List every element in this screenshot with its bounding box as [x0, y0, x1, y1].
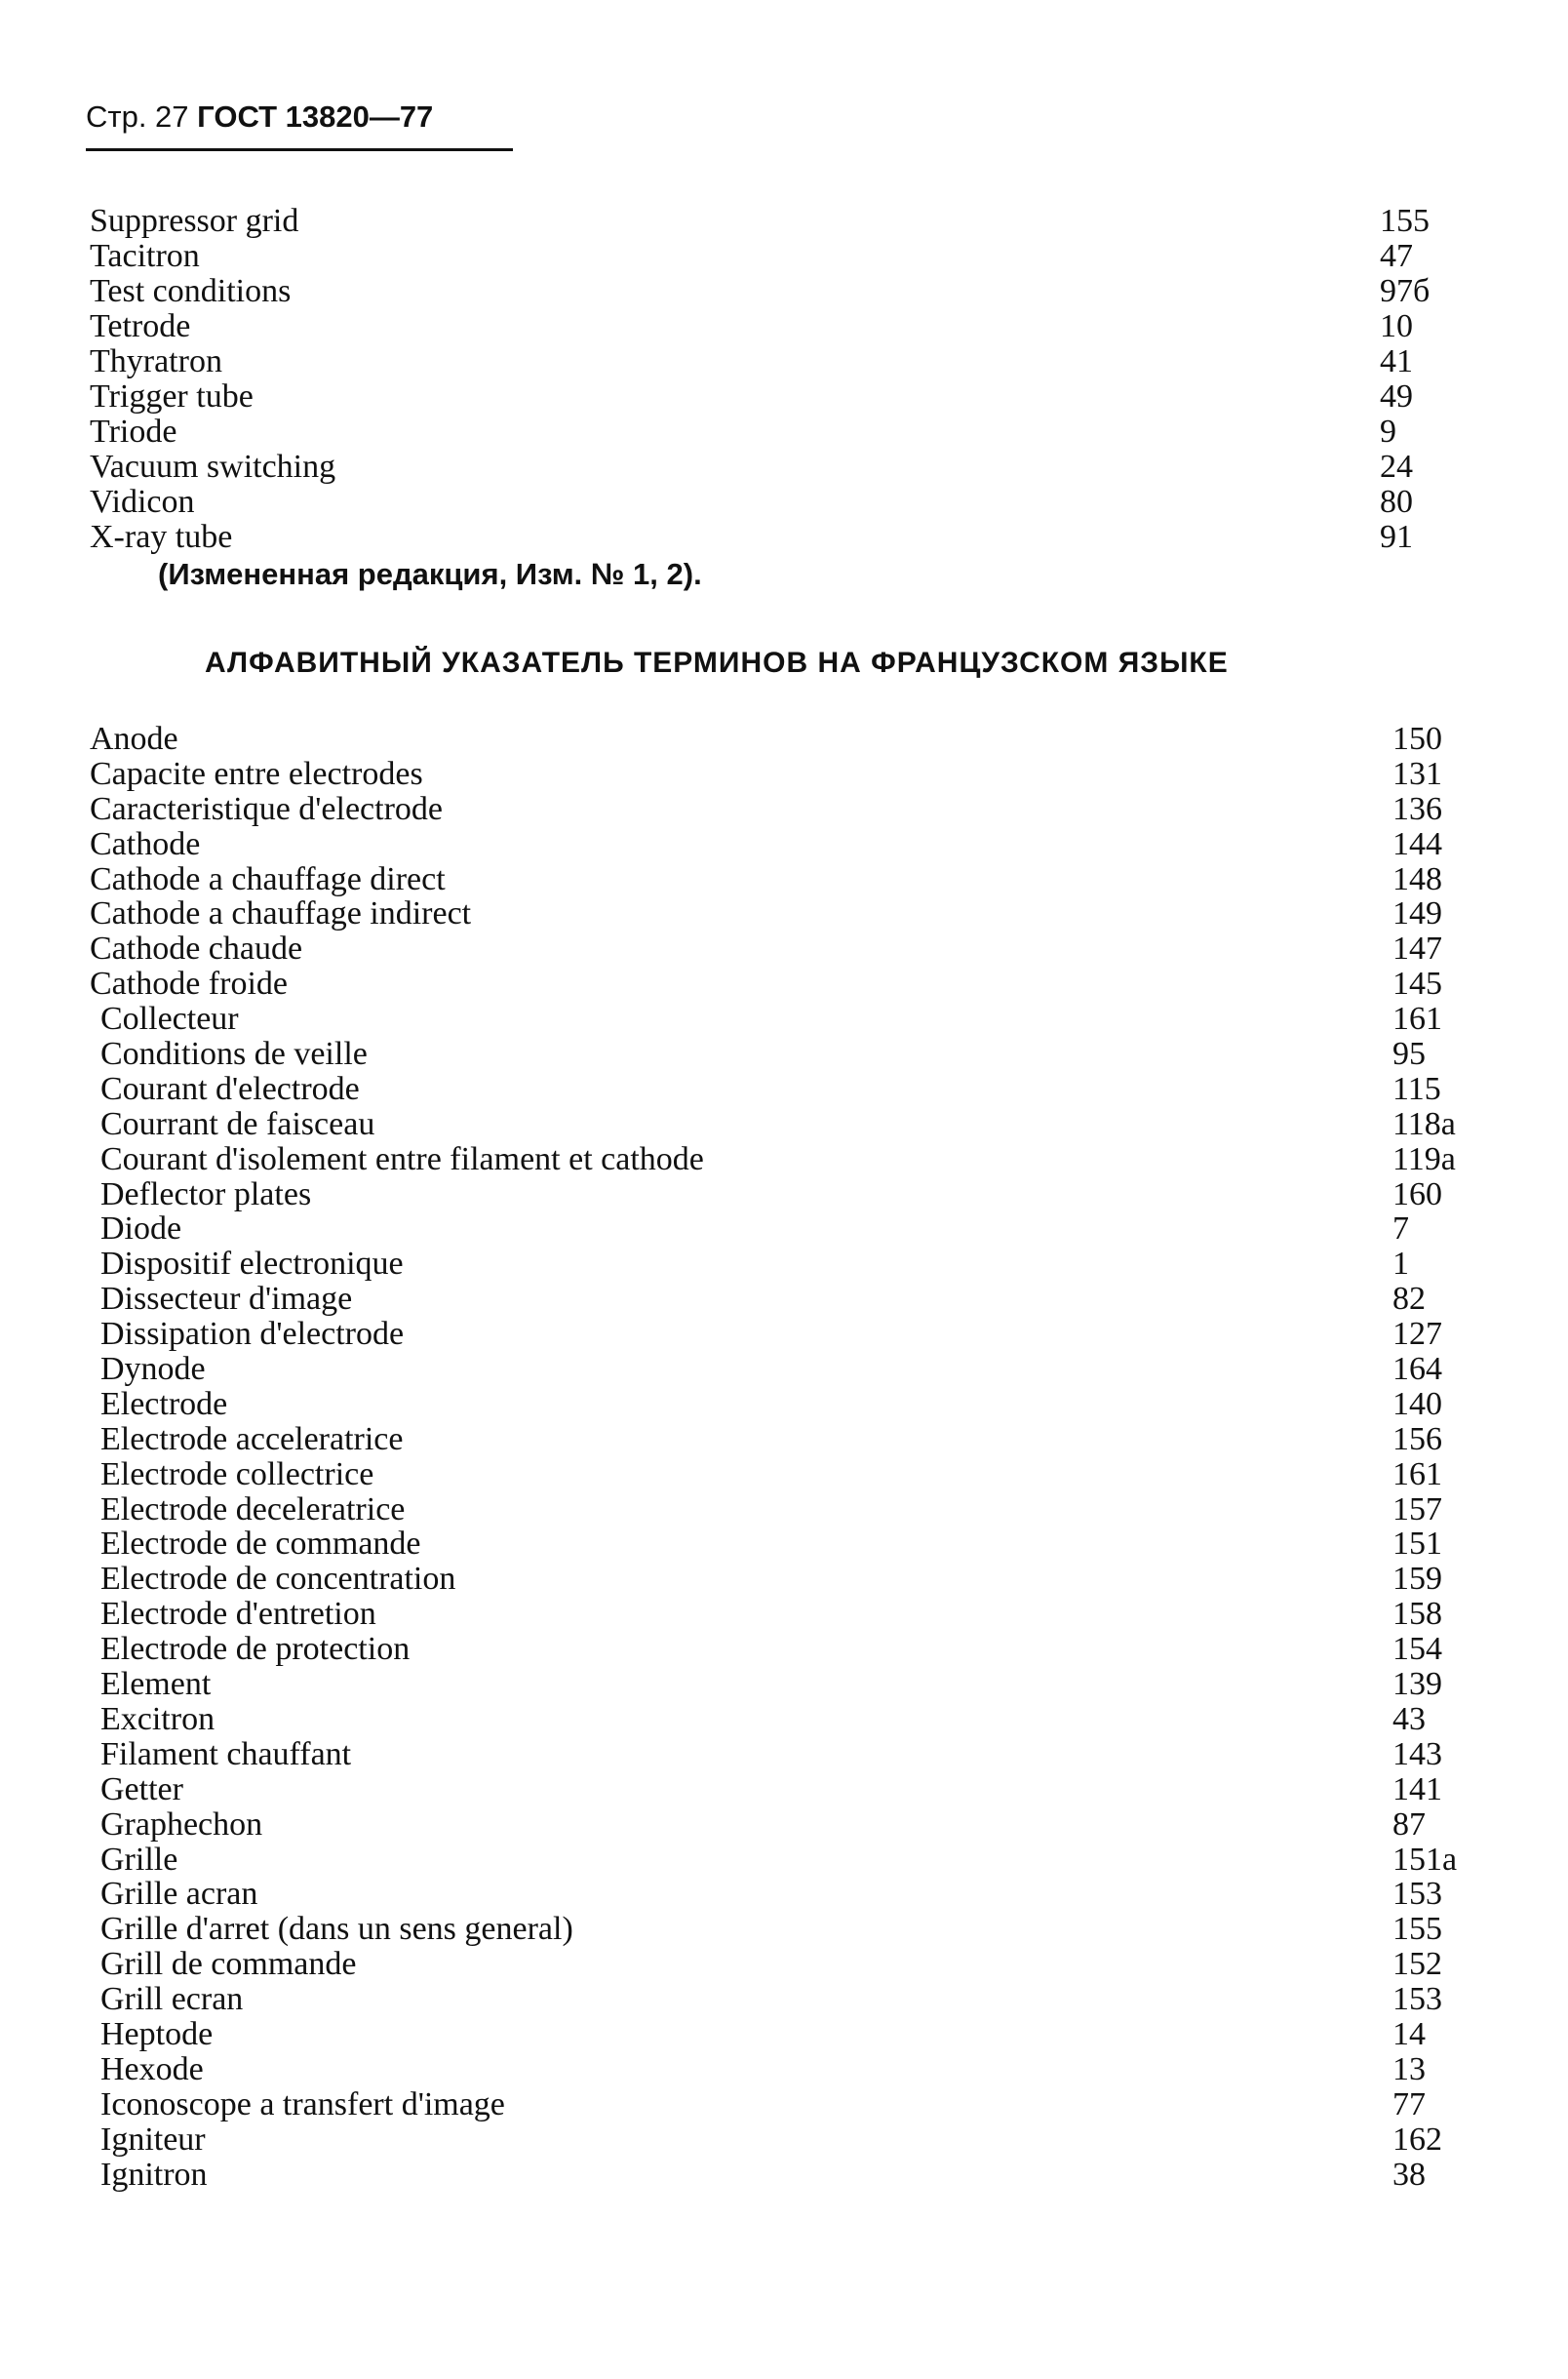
index-entry: [0, 1947, 1568, 1982]
term-label: Ignitron: [100, 2156, 208, 2193]
term-label: Caracteristique d'electrode: [90, 790, 443, 827]
index-entry: [0, 2158, 1568, 2193]
index-entry: [0, 274, 1568, 309]
index-entry: [0, 896, 1568, 932]
term-label: Conditions de veille: [100, 1036, 368, 1073]
term-label: Suppressor grid: [90, 203, 299, 239]
index-entry: [0, 344, 1568, 379]
term-number: 47: [1380, 238, 1413, 274]
term-number: 10: [1380, 308, 1413, 344]
term-number: 162: [1392, 2121, 1442, 2158]
index-entry: [0, 1982, 1568, 2017]
index-entry: [0, 1807, 1568, 1843]
index-entry: [0, 1002, 1568, 1037]
term-number: 151a: [1392, 1841, 1458, 1878]
index-entry: [0, 1352, 1568, 1387]
index-entry: [0, 1037, 1568, 1072]
term-number: 14: [1392, 2015, 1426, 2052]
index-entry: [0, 309, 1568, 344]
term-label: Tacitron: [90, 238, 200, 274]
term-number: 118a: [1392, 1105, 1456, 1142]
term-label: Grill ecran: [100, 1981, 244, 2018]
term-number: 13: [1392, 2050, 1426, 2087]
term-number: 155: [1380, 203, 1430, 239]
term-label: Element: [100, 1666, 212, 1703]
term-number: 150: [1392, 721, 1442, 757]
term-number: 155: [1392, 1911, 1442, 1948]
index-entry: [0, 757, 1568, 792]
index-entry: [0, 1142, 1568, 1177]
index-entry: [0, 1737, 1568, 1772]
term-number: 151: [1392, 1526, 1442, 1563]
term-label: Courant d'electrode: [100, 1070, 360, 1107]
index-entry: [0, 239, 1568, 274]
term-number: 131: [1392, 755, 1442, 792]
term-label: Vacuum switching: [90, 449, 336, 485]
term-number: 143: [1392, 1735, 1442, 1772]
index-entry: [0, 379, 1568, 415]
term-label: X-ray tube: [90, 519, 233, 555]
standard-code: ГОСТ 13820—77: [197, 99, 434, 134]
index-entry: [0, 2122, 1568, 2158]
english-term-index: [0, 204, 1568, 555]
index-entry: [0, 485, 1568, 520]
term-number: 9: [1380, 414, 1396, 450]
index-entry: [0, 967, 1568, 1002]
term-label: Triode: [90, 414, 177, 450]
term-label: Iconoscope a transfert d'image: [100, 2085, 505, 2122]
index-entry: [0, 1282, 1568, 1317]
revision-note: (Измененная редакция, Изм. № 1, 2).: [158, 557, 702, 591]
index-entry: [0, 1317, 1568, 1352]
term-number: 87: [1392, 1805, 1426, 1843]
index-entry: [0, 1107, 1568, 1142]
term-label: Hexode: [100, 2050, 204, 2087]
term-label: Electrode de concentration: [100, 1561, 456, 1598]
term-label: Electrode acceleratrice: [100, 1420, 404, 1457]
term-label: Electrode deceleratrice: [100, 1490, 406, 1527]
index-entry: [0, 1702, 1568, 1737]
term-label: Dispositif electronique: [100, 1246, 404, 1283]
term-label: Electrode d'entretion: [100, 1596, 376, 1633]
term-label: Dynode: [100, 1351, 206, 1388]
term-label: Electrode de protection: [100, 1631, 411, 1668]
term-number: 159: [1392, 1561, 1442, 1598]
index-entry: [0, 792, 1568, 827]
term-label: Deflector plates: [100, 1175, 312, 1212]
section-heading: АЛФАВИТНЫЙ УКАЗАТЕЛЬ ТЕРМИНОВ НА ФРАНЦУЗСКОМ ЯЗЫКЕ: [205, 647, 1229, 679]
index-entry: [0, 2017, 1568, 2052]
term-label: Dissecteur d'image: [100, 1281, 353, 1318]
term-label: Cathode a chauffage direct: [90, 860, 446, 897]
term-label: Cathode a chauffage indirect: [90, 895, 472, 932]
term-label: Graphechon: [100, 1805, 263, 1843]
term-number: 141: [1392, 1770, 1442, 1807]
term-number: 77: [1392, 2085, 1426, 2122]
term-label: Igniteur: [100, 2121, 206, 2158]
index-entry: [0, 1527, 1568, 1562]
index-entry: [0, 520, 1568, 555]
index-entry: [0, 1492, 1568, 1527]
index-entry: [0, 1387, 1568, 1422]
term-number: 145: [1392, 966, 1442, 1003]
term-number: 140: [1392, 1385, 1442, 1422]
index-entry: [0, 1912, 1568, 1947]
term-number: 24: [1380, 449, 1413, 485]
term-number: 115: [1392, 1070, 1441, 1107]
term-number: 80: [1380, 484, 1413, 520]
term-number: 149: [1392, 895, 1442, 932]
page-number: Стр. 27: [86, 99, 189, 134]
term-number: 95: [1392, 1036, 1426, 1073]
term-label: Capacite entre electrodes: [90, 755, 423, 792]
term-number: 152: [1392, 1946, 1442, 1983]
index-entry: [0, 1422, 1568, 1457]
term-number: 157: [1392, 1490, 1442, 1527]
index-entry: [0, 1597, 1568, 1632]
index-entry: [0, 2052, 1568, 2087]
index-entry: [0, 1843, 1568, 1878]
term-label: Diode: [100, 1210, 182, 1248]
term-number: 161: [1392, 1455, 1442, 1492]
term-label: Anode: [90, 721, 178, 757]
term-number: 144: [1392, 825, 1442, 862]
term-number: 82: [1392, 1281, 1426, 1318]
term-label: Tetrode: [90, 308, 191, 344]
term-label: Heptode: [100, 2015, 214, 2052]
term-number: 38: [1392, 2156, 1426, 2193]
page-header: [86, 98, 515, 137]
term-number: 43: [1392, 1700, 1426, 1737]
term-number: 164: [1392, 1351, 1442, 1388]
index-entry: [0, 1877, 1568, 1912]
term-number: 158: [1392, 1596, 1442, 1633]
term-label: Excitron: [100, 1700, 216, 1737]
term-number: 148: [1392, 860, 1442, 897]
index-entry: [0, 932, 1568, 967]
term-number: 127: [1392, 1316, 1442, 1353]
term-number: 160: [1392, 1175, 1442, 1212]
index-entry: [0, 1072, 1568, 1107]
term-label: Grille acran: [100, 1876, 258, 1913]
term-number: 156: [1392, 1420, 1442, 1457]
term-label: Test conditions: [90, 273, 292, 309]
index-entry: [0, 1177, 1568, 1212]
term-label: Trigger tube: [90, 378, 254, 415]
term-label: Grill de commande: [100, 1946, 357, 1983]
index-entry: [0, 1211, 1568, 1247]
term-label: Cathode: [90, 825, 201, 862]
term-label: Grille: [100, 1841, 178, 1878]
term-number: 153: [1392, 1981, 1442, 2018]
term-label: Electrode de commande: [100, 1526, 421, 1563]
term-label: Courant d'isolement entre filament et cathode: [100, 1140, 704, 1177]
index-entry: [0, 2087, 1568, 2122]
term-number: 49: [1380, 378, 1413, 415]
index-entry: [0, 1457, 1568, 1492]
term-label: Vidicon: [90, 484, 195, 520]
index-entry: [0, 722, 1568, 757]
index-entry: [0, 450, 1568, 485]
header-divider: [86, 148, 513, 151]
index-entry: [0, 204, 1568, 239]
term-number: 41: [1380, 343, 1413, 379]
term-label: Filament chauffant: [100, 1735, 352, 1772]
term-number: 7: [1392, 1210, 1409, 1248]
term-number: 91: [1380, 519, 1413, 555]
index-entry: [0, 1632, 1568, 1667]
index-entry: [0, 827, 1568, 862]
index-entry: [0, 1247, 1568, 1282]
term-label: Dissipation d'electrode: [100, 1316, 405, 1353]
index-entry: [0, 862, 1568, 897]
term-number: 119a: [1392, 1140, 1456, 1177]
term-number: 161: [1392, 1001, 1442, 1038]
term-label: Collecteur: [100, 1001, 239, 1038]
term-number: 136: [1392, 790, 1442, 827]
index-entry: [0, 415, 1568, 450]
term-number: 1: [1392, 1246, 1409, 1283]
term-label: Thyratron: [90, 343, 222, 379]
term-number: 147: [1392, 931, 1442, 968]
term-label: Electrode collectrice: [100, 1455, 374, 1492]
term-label: Getter: [100, 1770, 183, 1807]
index-entry: [0, 1562, 1568, 1597]
french-term-index: [0, 722, 1568, 2192]
term-number: 97б: [1380, 273, 1431, 309]
term-number: 139: [1392, 1666, 1442, 1703]
term-number: 153: [1392, 1876, 1442, 1913]
term-number: 154: [1392, 1631, 1442, 1668]
index-entry: [0, 1772, 1568, 1807]
term-label: Courrant de faisceau: [100, 1105, 375, 1142]
term-label: Grille d'arret (dans un sens general): [100, 1911, 573, 1948]
term-label: Cathode froide: [90, 966, 288, 1003]
term-label: Cathode chaude: [90, 931, 303, 968]
term-label: Electrode: [100, 1385, 228, 1422]
index-entry: [0, 1667, 1568, 1702]
